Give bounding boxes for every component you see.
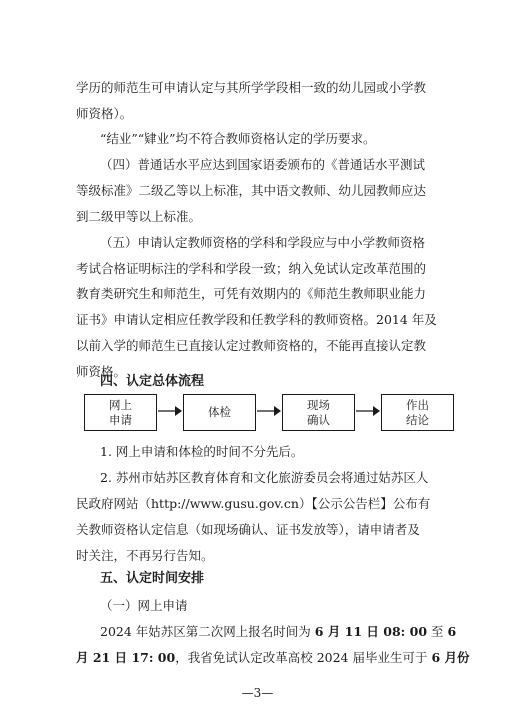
text-run: 至	[427, 624, 448, 639]
subsection-heading: （一）网上申请	[100, 598, 188, 613]
paragraph-line: 到二级甲等以上标准。	[76, 209, 202, 224]
paragraph-line: 民政府网站（http://www.gusu.gov.cn）【公示公告栏】公布有	[76, 496, 431, 511]
page-number: —3—	[241, 686, 274, 700]
flow-step-text: 网上	[109, 397, 132, 412]
paragraph-line: 师资格。	[76, 364, 127, 379]
paragraph-line: （四）普通话水平应达到国家语委颁布的《普通话水平测试	[100, 157, 426, 172]
flow-step-onsite-confirm	[282, 394, 355, 431]
flow-step-text: 作出	[406, 397, 429, 412]
paragraph-line: （五）申请认定教师资格的学科和学段应与中小学教师资格	[100, 235, 426, 250]
arrow-right-icon	[355, 402, 381, 420]
emphasis-date: 6 月 11 日 08: 00	[314, 624, 428, 639]
paragraph-line: 关教师资格认定信息（如现场确认、证书发放等），请申请者及	[76, 522, 420, 537]
flow-step-text: 确认	[307, 412, 330, 427]
flow-step-text: 现场	[307, 397, 330, 412]
paragraph-line: 以前入学的师范生已直接认定过教师资格的，不能再直接认定教	[76, 338, 427, 353]
paragraph-line: 教育类研究生和师范生，可凭有效期内的《师范生教师职业能力	[76, 286, 427, 301]
text-run: ，我省免试认定改革高校 2024 届毕业生可于	[175, 650, 432, 665]
paragraph-line	[76, 650, 470, 666]
paragraph-line: 时关注，不再另行告知。	[76, 548, 214, 563]
section-heading: 五、认定时间安排	[100, 571, 205, 586]
list-item: 1. 网上申请和体检的时间不分先后。	[100, 444, 304, 459]
emphasis-date: 月 21 日 17: 00	[76, 650, 176, 665]
flow-step-online-apply	[84, 394, 157, 431]
flow-step-text: 体检	[208, 405, 231, 419]
paragraph-line: 考试合格证明标注的学科和学段一致；纳入免试认定改革范围的	[76, 261, 427, 276]
paragraph-line: 学历的师范生可申请认定与其所学学段相一致的幼儿园或小学教	[76, 80, 427, 95]
flow-step-text: 结论	[406, 412, 429, 427]
flow-step-physical-exam	[183, 394, 256, 431]
paragraph-line: 师资格）。	[76, 106, 133, 121]
paragraph-line: “结业”“肄业”均不符合教师资格认定的学历要求。	[100, 131, 376, 146]
paragraph-line	[100, 624, 456, 640]
arrow-right-icon	[157, 402, 183, 420]
arrow-right-icon	[256, 402, 282, 420]
emphasis-date: 6 月份	[431, 650, 470, 665]
section-heading: 四、认定总体流程	[100, 374, 205, 389]
paragraph-line: 等级标准》二级乙等以上标准，其中语文教师、幼儿园教师应达	[76, 183, 427, 198]
flow-step-text: 申请	[109, 412, 132, 427]
emphasis-date: 6	[447, 624, 457, 639]
paragraph-line: 证书》申请认定相应任教学段和任教学科的教师资格。2014 年及	[76, 312, 437, 327]
paragraph-line: 2. 苏州市姑苏区教育体育和文化旅游委员会将通过姑苏区人	[100, 470, 429, 485]
flow-step-conclusion	[381, 394, 454, 431]
text-run: 2024 年姑苏区第二次网上报名时间为	[100, 624, 315, 639]
